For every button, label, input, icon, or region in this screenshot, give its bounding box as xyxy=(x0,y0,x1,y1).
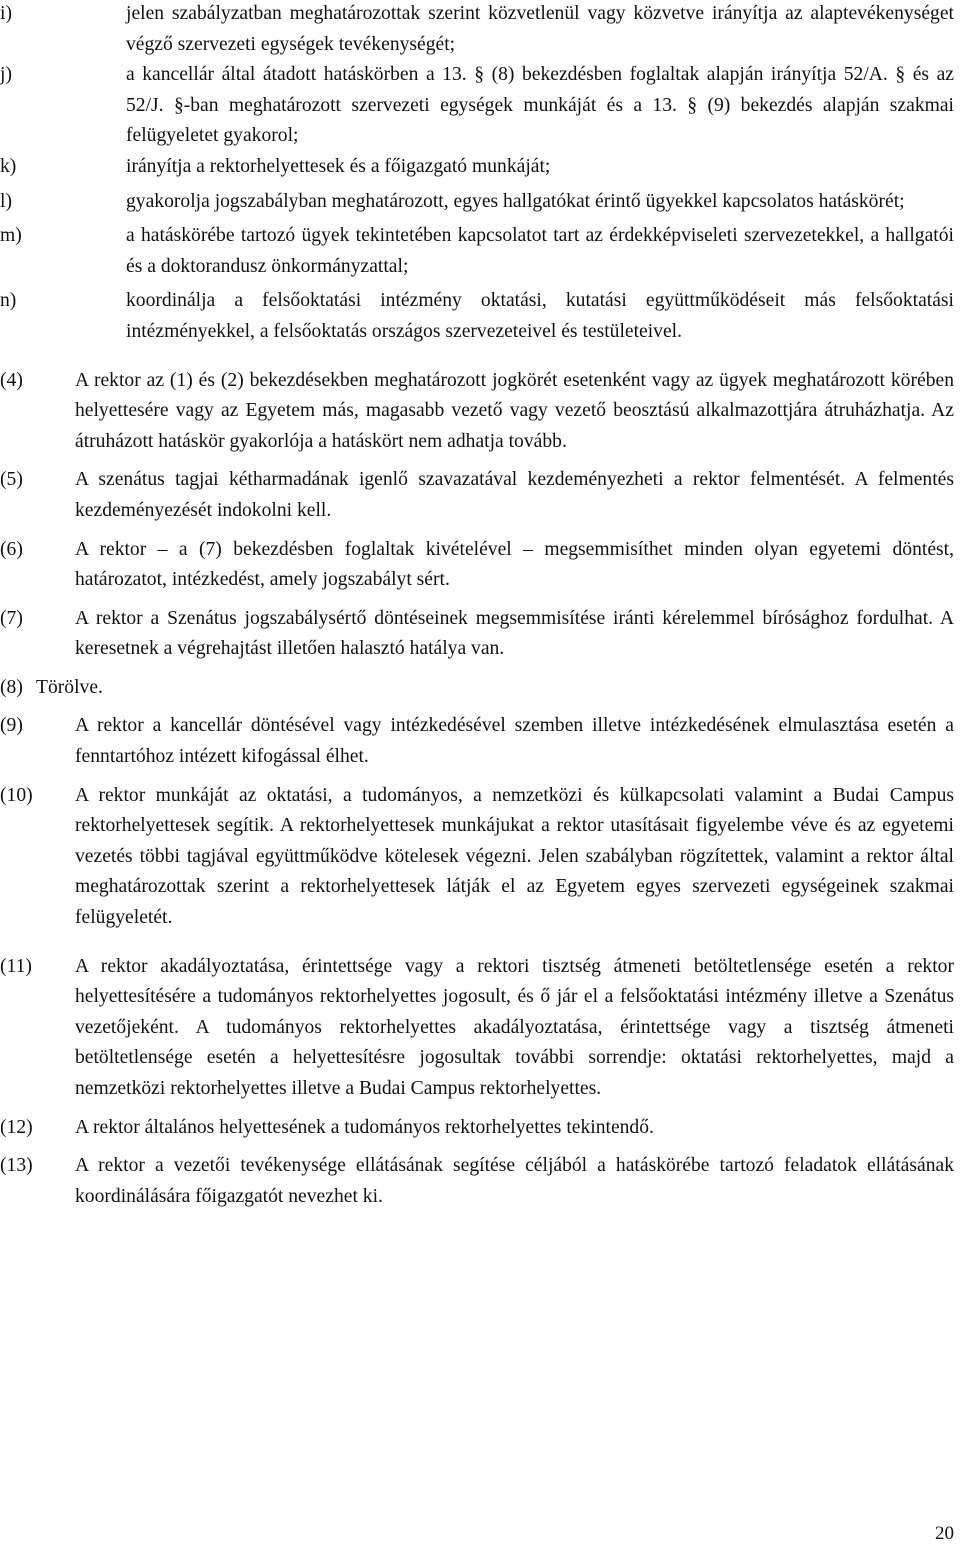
list-item-text: jelen szabályzatban meghatározottak szerint közvetlenül vagy közvetve irányítja az alaptevékenységet végző szervezeti egységek tevékenységét; xyxy=(126,3,954,55)
list-item-label: k) xyxy=(0,155,17,177)
paragraph-text: A rektor akadályoztatása, érintettsége vagy a rektori tisztség átmeneti betöltetlensége esetén a rektor helyettesítésére a tudományos rektorhelyettes jogosult, és ő jár el a felsőoktatási intézmény illetve a Szenátus vezetőjeként. A tudományos rektorhelyettes akadályoztatása, érintettsége vagy a tisztség átmeneti betöltetlensége esetén a helyettesítésre jogosultak további sorrendje: oktatási rektorhelyettes, majd a nemzetközi rektorhelyettes illetve a Budai Campus rektorhelyettes. xyxy=(75,955,954,1099)
list-item-text: gyakorolja jogszabályban meghatározott, egyes hallgatókat érintő ügyekkel kapcsolatos hatáskörét; xyxy=(126,190,905,212)
paragraph-text: A rektor – a (7) bekezdésben foglaltak kivételével – megsemmisíthet minden olyan egyetemi döntést, határozatot, intézkedést, amely jogszabályt sért. xyxy=(75,538,954,591)
list-item-j xyxy=(0,60,954,152)
paragraph-text: A szenátus tagjai kétharmadának igenlő szavazatával kezdeményezheti a rektor felmentését. A felmentés kezdeményezését indokolni kell. xyxy=(75,469,954,521)
page-number: 20 xyxy=(935,1523,954,1544)
list-item-n xyxy=(0,286,954,347)
list-item-l xyxy=(0,187,954,218)
paragraph-8 xyxy=(0,673,954,704)
paragraph-text: A rektor a Szenátus jogszabálysértő döntéseinek megsemmisítése iránti kérelemmel bírósághoz fordulhat. A keresetnek a végrehajtást illetően halasztó hatálya van. xyxy=(75,607,954,660)
paragraph-label: (10) xyxy=(0,784,33,806)
paragraph-10 xyxy=(0,781,954,934)
paragraph-text: A rektor a vezetői tevékenysége ellátásának segítése céljából a hatáskörébe tartozó feladatok ellátásának koordinálására főigazgatót nevezhet ki. xyxy=(75,1155,954,1207)
paragraph-5 xyxy=(0,465,954,526)
paragraph-7 xyxy=(0,604,954,665)
paragraph-text: A rektor a kancellár döntésével vagy intézkedésével szemben illetve intézkedésének elmulasztása esetén a fenntartóhoz intézett kifogással élhet. xyxy=(75,715,954,768)
paragraph-label: (4) xyxy=(0,369,23,391)
paragraph-9 xyxy=(0,711,954,772)
list-item-m xyxy=(0,221,954,282)
list-item-label: j) xyxy=(0,64,12,86)
paragraph-label: (11) xyxy=(0,955,32,977)
paragraph-text: A rektor az (1) és (2) bekezdésekben meghatározott jogkörét esetenként vagy az ügyek meghatározott körében helyettesére vagy az Egyetem más, magasabb vezető vagy vezető beosztású alkalmazottjára átruházhatja. Az átruházott hatáskör gyakorlója a hatáskört nem adhatja tovább. xyxy=(75,369,954,452)
list-item-text: a kancellár által átadott hatáskörben a 13. § (8) bekezdésben foglaltak alapján irányítja 52/A. § és az 52/J. §-ban meghatározott szervezeti egységek munkáját és a 13. § (9) bekezdés alapján szakmai felügyeletet gyakorol; xyxy=(126,64,954,147)
list-item-text: irányítja a rektorhelyettesek és a főigazgató munkáját; xyxy=(126,155,551,177)
list-item-text: koordinálja a felsőoktatási intézmény oktatási, kutatási együttműködéseit más felsőoktatási intézményekkel, a felsőoktatás országos szervezeteivel és testületeivel. xyxy=(126,290,954,342)
paragraph-label: (9) xyxy=(0,715,23,737)
list-item-label: i) xyxy=(0,3,12,24)
paragraph-11 xyxy=(0,952,954,1105)
paragraph-text: A rektor munkáját az oktatási, a tudományos, a nemzetközi és külkapcsolati valamint a Budai Campus rektorhelyettesek segítik. A rektorhelyettesek munkájukat a rektor utasításait figyelembe véve és az egyetemi vezetés többi tagjával együttműködve kötelesek végezni. Jelen szabályban rögzítettek, valamint a rektor által meghatározottak szerint a rektorhelyettesek látják el az Egyetem egyes szervezeti egységeinek szakmai felügyeletét. xyxy=(75,784,954,929)
paragraph-text: Törölve. xyxy=(36,676,103,698)
paragraph-4 xyxy=(0,366,954,458)
list-item-label: m) xyxy=(0,225,22,247)
list-item-i xyxy=(0,0,954,60)
paragraph-text: A rektor általános helyettesének a tudományos rektorhelyettes tekintendő. xyxy=(75,1116,654,1138)
paragraph-12 xyxy=(0,1113,954,1144)
list-item-k xyxy=(0,152,954,183)
paragraph-label: (6) xyxy=(0,538,23,560)
paragraph-6 xyxy=(0,535,954,596)
list-item-label: l) xyxy=(0,190,12,212)
paragraph-label: (5) xyxy=(0,469,23,491)
paragraph-13 xyxy=(0,1151,954,1212)
paragraph-label: (7) xyxy=(0,607,23,629)
paragraph-label: (13) xyxy=(0,1155,33,1177)
list-item-label: n) xyxy=(0,290,17,312)
list-item-text: a hatáskörébe tartozó ügyek tekintetében kapcsolatot tart az érdekképviseleti szervezetekkel, a hallgatói és a doktorandusz önkormányzattal; xyxy=(126,225,954,277)
paragraph-label: (8) xyxy=(0,676,23,698)
paragraph-label: (12) xyxy=(0,1116,33,1138)
